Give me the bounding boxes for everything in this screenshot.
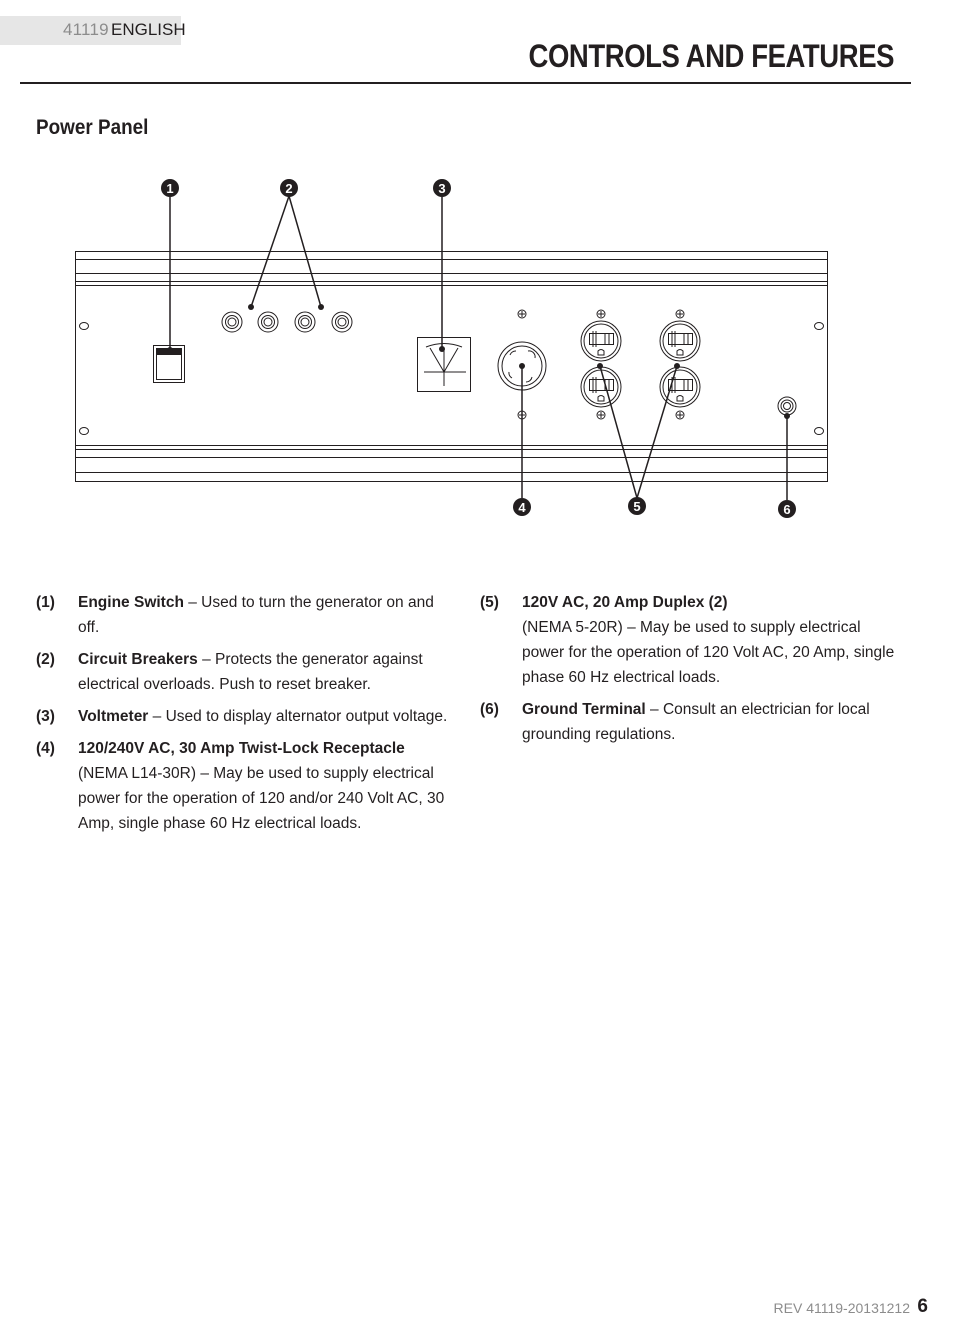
feature-description: – Protects the generator against electrical overloads. Push to reset breaker.	[78, 651, 423, 693]
feature-name: 120/240V AC, 30 Amp Twist-Lock Receptacle	[78, 740, 405, 757]
feature-number: (4)	[36, 740, 55, 757]
feature-item-6	[480, 697, 900, 747]
receptacle-screw	[676, 411, 684, 419]
feature-name: Voltmeter	[78, 708, 149, 725]
feature-description: – Used to turn the generator on and off.	[78, 594, 434, 636]
mounting-hole	[815, 323, 824, 330]
features-list-right	[480, 590, 900, 754]
callout-1-label: 1	[166, 181, 174, 196]
callout-5-badge	[628, 497, 646, 515]
feature-name: Circuit Breakers	[78, 651, 198, 668]
page-number: 6	[917, 1296, 928, 1317]
ground-terminal	[778, 397, 796, 415]
callout-2-label: 2	[285, 181, 293, 196]
feature-number: (1)	[36, 594, 55, 611]
feature-number: (6)	[480, 701, 499, 718]
feature-item-1	[36, 590, 456, 640]
feature-name: Ground Terminal	[522, 701, 646, 718]
feature-description: (NEMA L14-30R) – May be used to supply electrical power for the operation of 120 and/or 240 Volt AC, 30 Amp, single phase 60 Hz electrical loads.	[78, 765, 445, 832]
feature-number: (5)	[480, 594, 499, 611]
feature-number: (3)	[36, 708, 55, 725]
voltmeter	[418, 338, 471, 392]
callout-4-label: 4	[518, 500, 526, 515]
feature-description: – Consult an electrician for local grounding regulations.	[522, 701, 870, 743]
feature-item-3	[36, 704, 456, 729]
mounting-hole	[80, 428, 89, 435]
callout-6-badge	[778, 500, 796, 518]
feature-description: (NEMA 5-20R) – May be used to supply electrical power for the operation of 120 Volt AC, 20 Amp, single phase 60 Hz electrical loads.	[522, 619, 895, 686]
duplex-receptacle	[660, 321, 700, 407]
feature-description: – Used to display alternator output voltage.	[148, 708, 448, 725]
feature-item-2	[36, 647, 456, 697]
callout-5-label: 5	[633, 499, 641, 514]
title-divider	[20, 82, 911, 84]
section-title: Power Panel	[36, 116, 149, 139]
revision-label: REV 41119-20131212	[773, 1300, 910, 1316]
features-list-left	[36, 590, 456, 843]
page-title: CONTROLS AND FEATURES	[528, 38, 894, 74]
callout-2-badge	[280, 179, 298, 197]
receptacle-screw	[597, 411, 605, 419]
callout-3-badge	[433, 179, 451, 197]
circuit-breaker	[258, 312, 278, 332]
receptacle-screw	[676, 310, 684, 318]
circuit-breaker	[295, 312, 315, 332]
feature-number: (2)	[36, 651, 55, 668]
leader-dots	[167, 304, 790, 419]
receptacle-screw	[518, 310, 526, 318]
model-number: 41119	[63, 20, 109, 39]
feature-name: 120V AC, 20 Amp Duplex (2)	[522, 594, 728, 611]
leader-lines	[170, 196, 787, 500]
callout-4-badge	[513, 498, 531, 516]
circuit-breaker	[332, 312, 352, 332]
power-panel-diagram	[0, 150, 954, 550]
mounting-hole	[815, 428, 824, 435]
callout-1-badge	[161, 179, 179, 197]
mounting-hole	[80, 323, 89, 330]
feature-item-4	[36, 736, 456, 836]
receptacle-screw	[597, 310, 605, 318]
callout-6-label: 6	[783, 502, 791, 517]
feature-item-5	[480, 590, 900, 690]
feature-name: Engine Switch	[78, 594, 184, 611]
callout-3-label: 3	[438, 181, 446, 196]
language-label: ENGLISH	[111, 20, 186, 39]
circuit-breaker	[222, 312, 242, 332]
